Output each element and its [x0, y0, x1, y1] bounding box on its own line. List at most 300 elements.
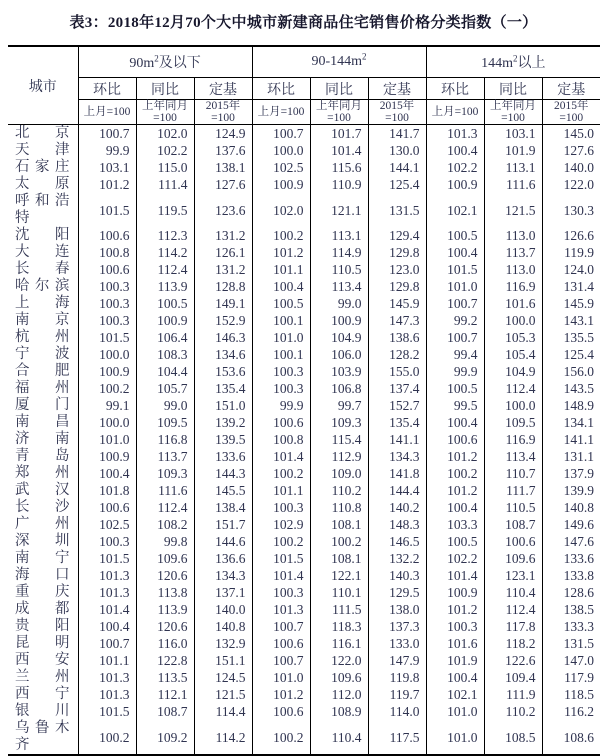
index-value: 152.7 [368, 397, 426, 414]
index-value: 144.1 [368, 159, 426, 176]
table-row [8, 601, 600, 618]
index-value: 121.5 [194, 686, 252, 703]
index-value: 119.5 [136, 193, 194, 227]
index-value: 110.2 [484, 703, 542, 720]
index-value: 144.4 [368, 482, 426, 499]
index-value: 100.2 [252, 465, 310, 482]
city-name: 银川 [8, 703, 78, 720]
city-name: 西宁 [8, 686, 78, 703]
index-value: 102.1 [426, 686, 484, 703]
table-row [8, 312, 600, 329]
index-value: 101.7 [310, 125, 368, 143]
index-value: 100.4 [78, 618, 136, 635]
index-value: 101.5 [78, 193, 136, 227]
table-row [8, 465, 600, 482]
index-value: 100.3 [252, 584, 310, 601]
city-column-header: 城市 [8, 46, 78, 125]
index-value: 118.5 [542, 686, 600, 703]
index-value: 101.2 [426, 482, 484, 499]
group-header-144-above [426, 46, 600, 78]
index-value: 113.4 [310, 278, 368, 295]
index-value: 122.0 [310, 652, 368, 669]
index-value: 141.1 [542, 431, 600, 448]
index-value: 100.7 [78, 125, 136, 143]
index-value: 101.8 [78, 482, 136, 499]
city-name: 杭州 [8, 329, 78, 346]
table-row [8, 159, 600, 176]
index-value: 131.4 [542, 278, 600, 295]
index-value: 110.4 [310, 720, 368, 755]
table-row [8, 329, 600, 346]
index-value: 113.0 [484, 227, 542, 244]
index-value: 110.9 [310, 176, 368, 193]
index-value: 112.4 [136, 261, 194, 278]
index-value: 101.6 [484, 295, 542, 312]
table-row [8, 125, 600, 143]
index-value: 131.5 [368, 193, 426, 227]
table-row [8, 567, 600, 584]
index-value: 145.0 [542, 125, 600, 143]
index-value: 103.1 [78, 159, 136, 176]
index-value: 100.2 [78, 380, 136, 397]
index-value: 101.5 [252, 550, 310, 567]
index-value: 99.8 [136, 533, 194, 550]
index-value: 104.9 [484, 363, 542, 380]
index-value: 103.9 [310, 363, 368, 380]
group-header-90-144 [252, 46, 426, 78]
index-value: 100.5 [252, 295, 310, 312]
index-value: 100.6 [78, 261, 136, 278]
subcol-header-yoy: 同比 [310, 78, 368, 100]
index-value: 113.4 [484, 448, 542, 465]
index-value: 109.4 [484, 669, 542, 686]
index-value: 101.3 [78, 686, 136, 703]
index-value: 112.4 [136, 499, 194, 516]
subcol-header-mom: 环比 [78, 78, 136, 100]
index-value: 151.7 [194, 516, 252, 533]
index-value: 134.3 [194, 567, 252, 584]
table-row [8, 618, 600, 635]
index-value: 101.2 [78, 176, 136, 193]
index-value: 134.1 [542, 414, 600, 431]
index-value: 100.2 [252, 533, 310, 550]
index-value: 102.1 [426, 193, 484, 227]
subcol-header-fixedbase: 定基 [542, 78, 600, 100]
index-value: 101.2 [252, 686, 310, 703]
city-name: 武汉 [8, 482, 78, 499]
index-value: 100.6 [252, 635, 310, 652]
city-name: 太原 [8, 176, 78, 193]
index-value: 124.5 [194, 669, 252, 686]
index-value: 119.7 [368, 686, 426, 703]
city-name: 厦门 [8, 397, 78, 414]
index-value: 152.9 [194, 312, 252, 329]
index-value: 138.5 [542, 601, 600, 618]
index-value: 101.4 [78, 601, 136, 618]
index-value: 100.4 [426, 244, 484, 261]
subcol-header-mom: 环比 [426, 78, 484, 100]
group-label-text: 以上 [517, 56, 546, 71]
index-value: 132.2 [368, 550, 426, 567]
index-value: 102.0 [136, 125, 194, 143]
index-value: 129.8 [368, 244, 426, 261]
city-name: 长春 [8, 261, 78, 278]
index-value: 117.8 [484, 618, 542, 635]
index-value: 111.9 [484, 686, 542, 703]
index-value: 112.4 [484, 380, 542, 397]
index-value: 110.5 [484, 499, 542, 516]
index-value: 145.9 [542, 295, 600, 312]
index-value: 100.2 [78, 720, 136, 755]
table-row [8, 720, 600, 755]
group-label-text: 144m [481, 56, 513, 71]
subcol-header-fixedbase: 定基 [368, 78, 426, 100]
index-value: 99.4 [426, 346, 484, 363]
city-name: 西安 [8, 652, 78, 669]
index-value: 146.5 [368, 533, 426, 550]
index-value: 99.0 [136, 397, 194, 414]
city-name: 哈尔滨 [8, 278, 78, 295]
subcol-header-fixedbase: 定基 [194, 78, 252, 100]
index-value: 106.0 [310, 346, 368, 363]
index-value: 108.1 [310, 550, 368, 567]
index-value: 133.0 [368, 635, 426, 652]
index-value: 101.0 [252, 669, 310, 686]
index-value: 100.4 [426, 414, 484, 431]
index-value: 145.5 [194, 482, 252, 499]
index-value: 118.2 [484, 635, 542, 652]
index-value: 100.3 [252, 499, 310, 516]
table-row [8, 244, 600, 261]
base-header-2015: 2015年=100 [368, 100, 426, 125]
index-value: 140.8 [194, 618, 252, 635]
index-value: 109.5 [136, 414, 194, 431]
index-value: 111.6 [136, 482, 194, 499]
index-value: 100.6 [78, 227, 136, 244]
index-value: 110.4 [484, 584, 542, 601]
index-value: 100.5 [426, 533, 484, 550]
index-value: 116.9 [484, 431, 542, 448]
index-value: 108.1 [310, 516, 368, 533]
index-value: 101.9 [484, 142, 542, 159]
index-value: 102.5 [78, 516, 136, 533]
index-value: 110.2 [310, 482, 368, 499]
index-value: 112.9 [310, 448, 368, 465]
index-value: 101.2 [426, 448, 484, 465]
base-header-same-month-last-year: 上年同月=100 [310, 100, 368, 125]
index-value: 100.8 [252, 431, 310, 448]
index-value: 110.1 [310, 584, 368, 601]
index-value: 123.1 [484, 567, 542, 584]
index-value: 137.9 [542, 465, 600, 482]
index-value: 110.7 [484, 465, 542, 482]
city-name: 郑州 [8, 465, 78, 482]
table-row [8, 703, 600, 720]
index-value: 100.5 [136, 295, 194, 312]
index-value: 109.2 [136, 720, 194, 755]
city-name: 南宁 [8, 550, 78, 567]
index-value: 129.5 [368, 584, 426, 601]
table-row [8, 142, 600, 159]
table-row [8, 380, 600, 397]
city-name: 南京 [8, 312, 78, 329]
index-value: 131.5 [542, 635, 600, 652]
index-value: 112.3 [136, 227, 194, 244]
base-header-2015: 2015年=100 [194, 100, 252, 125]
index-value: 103.1 [484, 125, 542, 143]
table-row [8, 482, 600, 499]
index-value: 100.2 [252, 227, 310, 244]
table-row [8, 652, 600, 669]
index-value: 100.6 [426, 431, 484, 448]
table-row [8, 261, 600, 278]
index-value: 99.5 [426, 397, 484, 414]
index-value: 147.0 [542, 652, 600, 669]
index-value: 108.7 [136, 703, 194, 720]
index-value: 102.0 [252, 193, 310, 227]
table-body [8, 125, 600, 756]
table-header [8, 46, 600, 125]
index-value: 125.4 [368, 176, 426, 193]
index-value: 136.6 [194, 550, 252, 567]
index-value: 100.3 [78, 278, 136, 295]
index-value: 151.1 [194, 652, 252, 669]
index-value: 137.1 [194, 584, 252, 601]
index-value: 139.2 [194, 414, 252, 431]
index-value: 99.7 [310, 397, 368, 414]
index-value: 101.4 [426, 567, 484, 584]
index-value: 127.6 [194, 176, 252, 193]
index-value: 134.3 [368, 448, 426, 465]
index-value: 100.2 [252, 720, 310, 755]
index-value: 100.9 [78, 363, 136, 380]
index-value: 108.5 [484, 720, 542, 755]
index-value: 130.0 [368, 142, 426, 159]
index-value: 100.4 [426, 142, 484, 159]
index-value: 117.9 [542, 669, 600, 686]
index-value: 140.2 [368, 499, 426, 516]
index-value: 113.1 [310, 227, 368, 244]
table-row [8, 295, 600, 312]
index-value: 118.3 [310, 618, 368, 635]
index-value: 101.5 [78, 550, 136, 567]
index-value: 100.3 [78, 295, 136, 312]
index-value: 100.6 [78, 499, 136, 516]
index-value: 100.3 [78, 533, 136, 550]
index-value: 100.2 [310, 533, 368, 550]
index-value: 109.0 [310, 465, 368, 482]
index-value: 109.3 [310, 414, 368, 431]
index-value: 127.6 [542, 142, 600, 159]
city-name: 济南 [8, 431, 78, 448]
index-value: 100.1 [252, 312, 310, 329]
index-value: 100.7 [252, 125, 310, 143]
table-row [8, 278, 600, 295]
city-name: 大连 [8, 244, 78, 261]
index-value: 108.9 [310, 703, 368, 720]
index-value: 101.3 [252, 601, 310, 618]
table-row [8, 227, 600, 244]
index-value: 100.0 [252, 142, 310, 159]
index-value: 144.3 [194, 465, 252, 482]
index-value: 113.7 [484, 244, 542, 261]
index-value: 129.4 [368, 227, 426, 244]
index-value: 101.0 [426, 703, 484, 720]
index-value: 129.8 [368, 278, 426, 295]
index-value: 113.1 [484, 159, 542, 176]
index-value: 104.4 [136, 363, 194, 380]
city-name: 成都 [8, 601, 78, 618]
index-value: 100.0 [484, 397, 542, 414]
city-name: 贵阳 [8, 618, 78, 635]
index-value: 155.0 [368, 363, 426, 380]
index-value: 139.9 [542, 482, 600, 499]
base-header-prev-month: 上月=100 [426, 100, 484, 125]
group-label-text: 及以下 [158, 56, 201, 71]
city-name: 福州 [8, 380, 78, 397]
index-value: 109.5 [484, 414, 542, 431]
index-value: 140.8 [542, 499, 600, 516]
city-name: 海口 [8, 567, 78, 584]
index-value: 140.3 [368, 567, 426, 584]
index-value: 128.6 [542, 584, 600, 601]
index-value: 131.2 [194, 261, 252, 278]
index-value: 137.6 [194, 142, 252, 159]
index-value: 102.2 [426, 550, 484, 567]
city-name: 合肥 [8, 363, 78, 380]
city-name: 宁波 [8, 346, 78, 363]
index-value: 124.0 [542, 261, 600, 278]
index-value: 100.3 [426, 618, 484, 635]
index-value: 100.6 [252, 414, 310, 431]
table-row [8, 363, 600, 380]
index-value: 100.4 [78, 465, 136, 482]
table-row [8, 448, 600, 465]
index-value: 120.6 [136, 618, 194, 635]
index-value: 137.3 [368, 618, 426, 635]
index-value: 100.9 [252, 176, 310, 193]
group-header-90-and-below [78, 46, 252, 78]
index-value: 147.3 [368, 312, 426, 329]
index-value: 102.2 [426, 159, 484, 176]
index-value: 138.4 [194, 499, 252, 516]
index-value: 141.7 [368, 125, 426, 143]
subcol-header-yoy: 同比 [136, 78, 194, 100]
index-value: 115.6 [310, 159, 368, 176]
index-value: 111.6 [484, 176, 542, 193]
index-value: 101.0 [426, 720, 484, 755]
index-value: 114.0 [368, 703, 426, 720]
index-value: 128.2 [368, 346, 426, 363]
index-value: 156.0 [542, 363, 600, 380]
index-value: 145.9 [368, 295, 426, 312]
index-value: 112.1 [136, 686, 194, 703]
index-value: 106.8 [310, 380, 368, 397]
index-value: 109.6 [310, 669, 368, 686]
index-value: 112.0 [310, 686, 368, 703]
city-name: 兰州 [8, 669, 78, 686]
index-value: 149.6 [542, 516, 600, 533]
index-value: 100.9 [310, 312, 368, 329]
index-value: 112.4 [484, 601, 542, 618]
index-value: 100.6 [252, 703, 310, 720]
index-value: 116.9 [484, 278, 542, 295]
city-name: 天津 [8, 142, 78, 159]
index-value: 110.8 [310, 499, 368, 516]
index-value: 122.0 [542, 176, 600, 193]
index-value: 100.8 [78, 244, 136, 261]
group-label-text: 90-144m [311, 54, 363, 69]
index-value: 100.7 [426, 329, 484, 346]
table-row [8, 550, 600, 567]
index-value: 101.2 [252, 244, 310, 261]
index-value: 125.4 [542, 346, 600, 363]
index-value: 100.7 [252, 652, 310, 669]
index-value: 101.5 [78, 329, 136, 346]
index-value: 146.3 [194, 329, 252, 346]
city-name: 南昌 [8, 414, 78, 431]
index-value: 147.9 [368, 652, 426, 669]
index-value: 101.4 [252, 567, 310, 584]
index-value: 102.5 [252, 159, 310, 176]
table-row [8, 635, 600, 652]
index-value: 113.9 [136, 278, 194, 295]
index-value: 151.0 [194, 397, 252, 414]
index-value: 106.4 [136, 329, 194, 346]
index-value: 115.0 [136, 159, 194, 176]
index-value: 108.3 [136, 346, 194, 363]
index-value: 138.6 [368, 329, 426, 346]
index-value: 111.4 [136, 176, 194, 193]
index-value: 116.0 [136, 635, 194, 652]
city-name: 乌鲁木齐 [8, 720, 78, 755]
index-value: 101.3 [78, 584, 136, 601]
page [0, 11, 607, 754]
table-title: 表3：2018年12月70个大中城市新建商品住宅销售价格分类指数（一） [69, 15, 538, 31]
index-value: 131.2 [194, 227, 252, 244]
table-row [8, 414, 600, 431]
index-value: 116.2 [542, 703, 600, 720]
index-value: 101.1 [78, 652, 136, 669]
index-value: 100.6 [484, 533, 542, 550]
table-row [8, 686, 600, 703]
index-value: 108.7 [484, 516, 542, 533]
subcol-header-mom: 环比 [252, 78, 310, 100]
city-name: 昆明 [8, 635, 78, 652]
index-value: 100.4 [426, 499, 484, 516]
index-value: 101.6 [426, 635, 484, 652]
index-value: 100.4 [426, 669, 484, 686]
index-value: 140.0 [194, 601, 252, 618]
index-value: 143.1 [542, 312, 600, 329]
index-value: 100.7 [78, 635, 136, 652]
index-value: 100.0 [78, 346, 136, 363]
index-value: 99.9 [426, 363, 484, 380]
index-value: 147.6 [542, 533, 600, 550]
index-value: 122.1 [310, 567, 368, 584]
index-value: 122.6 [484, 652, 542, 669]
index-value: 100.0 [78, 414, 136, 431]
table-row [8, 193, 600, 227]
index-value: 101.1 [252, 261, 310, 278]
index-value: 101.5 [78, 703, 136, 720]
index-value: 149.1 [194, 295, 252, 312]
table-row [8, 397, 600, 414]
city-name: 广州 [8, 516, 78, 533]
index-value: 110.5 [310, 261, 368, 278]
index-value: 113.0 [484, 261, 542, 278]
table-row [8, 499, 600, 516]
